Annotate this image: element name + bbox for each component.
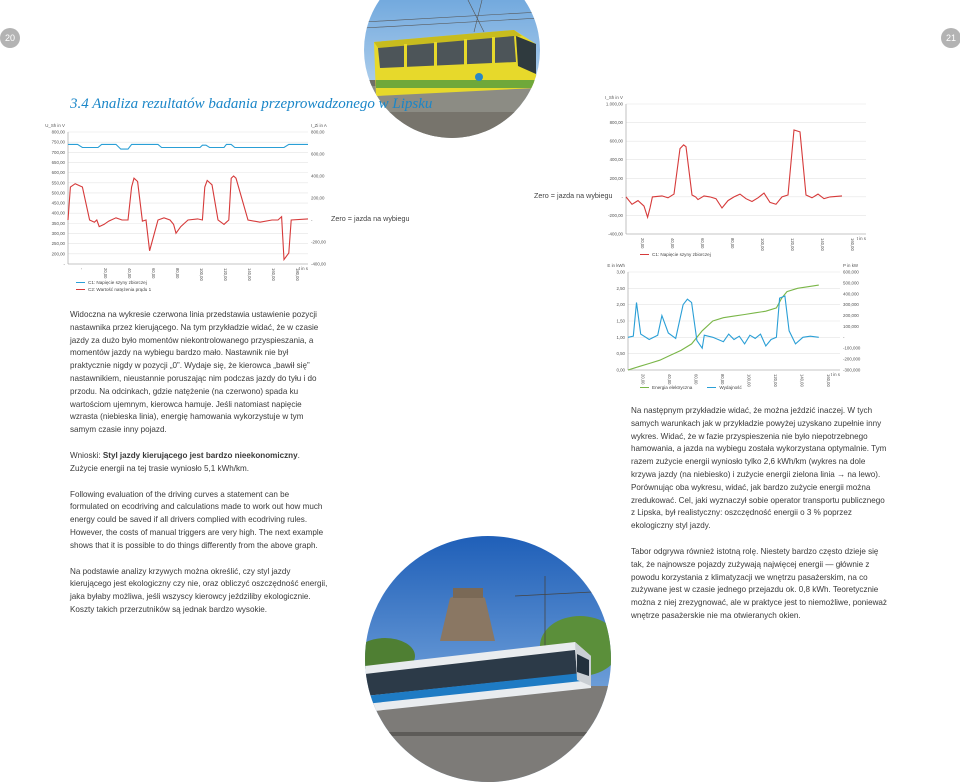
y-tick-label: 1,00: [616, 334, 625, 340]
x-axis-label: t in s: [830, 372, 840, 377]
left-column-text: [70, 309, 328, 630]
y-tick-label: 400,00: [609, 157, 623, 163]
y2-tick-label: 400,000: [843, 291, 859, 297]
tram-photo-bottom: [365, 536, 611, 782]
y-tick-label: 650,00: [51, 159, 65, 165]
paragraph: Tabor odgrywa również istotną rolę. Niestety bardzo często dzieje się tak, że najnowsze pojazdy zużywają najwięcej energii — głównie z powodu korzystania z klimatyzacji we wnętrzu pasażerskim, na co zużywane jest w czasie jednego przejazdu ok. 0,8 kWh. Teoretycznie można z niej zrezygnować, ale w praktyce jest to niemożliwe, ponieważ wnętrze pasażerskie nie ma otwieranych okien.: [631, 546, 887, 620]
y2-tick-label: 600,00: [311, 151, 325, 157]
tram-photo-top: [364, 0, 540, 138]
y-tick-label: 2,00: [616, 302, 625, 308]
x-tick-label: 20,00: [103, 268, 108, 279]
x-tick-label: 140,00: [820, 238, 825, 251]
x-tick-label: 100,00: [760, 238, 765, 251]
section-heading: 3.4 Analiza rezultatów badania przeprowadzonego w Lipsku: [70, 96, 433, 112]
y2-tick-label: -300,000: [843, 367, 861, 373]
y-tick-label: 800,00: [609, 120, 623, 126]
y-tick-label: 450,00: [51, 200, 65, 206]
legend-item: [76, 287, 151, 292]
legend-swatch-red: [640, 254, 649, 256]
x-tick-label: 40,00: [670, 238, 675, 249]
energy-consumption: Zużycie energii na tej trasie wyniosło 5,1 kWh/km.: [70, 463, 250, 473]
x-tick-label: 60,00: [693, 374, 699, 385]
x-tick-label: 80,00: [730, 238, 735, 249]
y2-tick-label: 600,000: [843, 269, 859, 275]
x-tick-label: 120,00: [790, 238, 795, 251]
x-tick-label: 40,00: [127, 268, 132, 279]
chart-voltage-current-svg: [40, 124, 340, 284]
y2-axis-label: I_Zi in A: [311, 123, 327, 128]
x-tick-label: 80,00: [719, 374, 725, 385]
y2-tick-label: 200,000: [843, 313, 859, 319]
y-tick-label: 200,00: [51, 251, 65, 257]
y-tick-label: 600,00: [51, 170, 65, 176]
legend-swatch-blue: [707, 387, 716, 389]
y-tick-label: 250,00: [51, 241, 65, 247]
y2-axis-label: P in kW: [843, 263, 859, 268]
y-tick-label: 1.000,00: [605, 101, 623, 107]
chart-voltage-current: [40, 124, 340, 284]
legend-label: C1: Napięcie szyny zbiorczej: [88, 280, 147, 285]
legend-item: [76, 280, 151, 285]
x-tick-label: 80,00: [175, 268, 180, 279]
y-tick-label: -200,00: [608, 212, 623, 218]
y-tick-label: 0,00: [616, 367, 625, 373]
y2-tick-label: -: [311, 217, 313, 223]
y-axis-label: U_Sh in V: [45, 123, 65, 128]
chart-energy-power-svg: [590, 263, 890, 390]
x-tick-label: 40,00: [666, 374, 672, 385]
y-tick-label: 300,00: [51, 231, 65, 237]
series-line-1: [68, 144, 308, 149]
x-tick-label: 100,00: [199, 268, 204, 281]
x-tick-label: -: [79, 268, 84, 270]
y-tick-label: 600,00: [609, 138, 623, 144]
x-tick-label: 140,00: [247, 268, 252, 281]
y-tick-label: 700,00: [51, 149, 65, 155]
x-tick-label: 140,00: [799, 374, 805, 387]
chart1-legend: [76, 280, 151, 294]
paragraph-english: Following evaluation of the driving curves a statement can be formulated on ecodriving and calculations made to work out how much energy could be saved if all drivers complied with ecodriving rules. However, the costs of manual triggers are very high. The next example shows that it is possible to do things differently from the above graph.: [70, 489, 324, 550]
y-tick-label: -: [621, 194, 623, 200]
y2-tick-label: 200,00: [311, 195, 325, 201]
y-tick-label: 800,00: [51, 129, 65, 135]
legend-label: C1: Napięcie szyny zbiorczej: [652, 252, 711, 257]
right-column-text: [631, 405, 890, 636]
paragraph: Na następnym przykładzie widać, że można jeździć inaczej. W tych samych warunkach jak w przykładzie powyżej uzyskano zupełnie inny wykres. Widać, że w fazie przyspieszenia nie było niepotrzebnego hamowania, a jazda na wybiegu została wykorzystana optymalnie. Tym razem zużycie energii wyniosło tylko 2,6 kWh/km (wykres na dole krzywa jazdy (na niebiesko) i zużycie energii zielona linia → na lewo). Porównując oba wykresu, widać, jak bardzo zużycie energii można zredukować. Cel, jaki wyznaczył sobie operator transportu publicznego z Lipska, był realistyczny: oszczędność energii o 3 % poprzez ekologiczny styl jazdy.: [631, 406, 887, 531]
chart1-annotation: Zero = jazda na wybiegu: [331, 214, 410, 223]
y2-tick-label: 400,00: [311, 173, 325, 179]
series-line-2: [628, 296, 819, 348]
x-tick-label: 20,00: [640, 374, 646, 385]
y-tick-label: 1,50: [616, 318, 625, 324]
y2-tick-label: -400,00: [311, 261, 326, 267]
legend-swatch-green: [640, 387, 649, 389]
chart-energy-power: [590, 263, 890, 390]
x-tick-label: 100,00: [746, 374, 752, 387]
x-tick-label: 60,00: [700, 238, 705, 249]
y-axis-label: E in kWh: [607, 263, 625, 268]
x-axis-label: t in s: [298, 266, 308, 271]
x-tick-label: 160,00: [825, 374, 831, 387]
x-tick-label: 120,00: [772, 374, 778, 387]
y2-tick-label: -200,00: [311, 239, 326, 245]
legend-swatch-blue: [76, 282, 85, 284]
chart2-annotation: Zero = jazda na wybiegu: [534, 191, 613, 200]
legend-label: C2: Wartość natężenia prądu 1: [88, 287, 152, 292]
y2-tick-label: 500,000: [843, 280, 859, 286]
y-axis-label: I_Sh in V: [605, 95, 623, 100]
x-tick-label: 160,00: [271, 268, 276, 281]
y2-tick-label: -100,000: [843, 345, 861, 351]
y-tick-label: 350,00: [51, 220, 65, 226]
y2-tick-label: 100,000: [843, 323, 859, 329]
chart-current-right: [590, 95, 890, 251]
y-tick-label: -400,00: [608, 231, 623, 237]
conclusion-bold: Styl jazdy kierującego jest bardzo nieekonomiczny: [102, 450, 298, 460]
x-tick-label: 160,00: [850, 238, 855, 251]
y-tick-label: 2,50: [616, 285, 625, 291]
y-tick-label: -: [63, 261, 65, 267]
y2-tick-label: -: [843, 334, 845, 340]
y2-tick-label: 300,000: [843, 302, 859, 308]
chart-current-right-svg: [590, 95, 890, 251]
y2-tick-label: 800,00: [311, 129, 325, 135]
paragraph-conclusions: [70, 450, 328, 476]
y-tick-label: 400,00: [51, 210, 65, 216]
x-tick-label: 180,00: [295, 268, 300, 281]
y-tick-label: 500,00: [51, 190, 65, 196]
legend-label: Energia elektryczna: [652, 385, 693, 390]
series-line-1: [628, 285, 819, 370]
conclusion-end: .: [297, 450, 300, 460]
y-tick-label: 750,00: [51, 139, 65, 145]
x-tick-label: 120,00: [223, 268, 228, 281]
conclusion-prefix: Wnioski:: [70, 450, 103, 460]
page-number-right: 21: [941, 28, 960, 48]
legend-item: [640, 385, 742, 390]
y-tick-label: 0,50: [616, 351, 625, 357]
series-line-1: [626, 130, 842, 217]
legend-label: Wydajność: [719, 385, 742, 390]
chart3-legend: [640, 385, 742, 392]
paragraph: Na podstawie analizy krzywych można określić, czy styl jazdy kierującego jest ekologiczny czy nie, oraz obliczyć oszczędność energii, jaka byłaby możliwa, jeśli wszyscy kierowcy jeździliby ekologicznie. Koszty takich przerzutników są jednak bardzo wysokie.: [70, 566, 328, 614]
x-axis-label: t in s: [856, 236, 866, 241]
x-tick-label: 60,00: [151, 268, 156, 279]
x-tick-label: 20,00: [640, 238, 645, 249]
paragraph: Widoczna na wykresie czerwona linia przedstawia ustawienie pozycji nastawnika przez kierującego. Na tym przykładzie widać, że w czasie jazdy za dużo było momentów niekontrolowanego przyspieszania, a momentów jazdy na wybiegu bardzo mało. Nastawnik nie był praktycznie nigdy w pozycji „0”. Wydaje się, że kierowca „bawił się” nastawnikiem, nieustannie poruszając nim podczas jazdy do tyłu i do przodu. Na odcinkach, gdzie natężenie (na czerwono) spada ku wartościom ujemnym, kierowca hamuje. Jeśli natomiast napięcie wzrasta (niebieska linia), energię hamowania wykorzystuje w tym samym czasie inny pojazd.: [70, 310, 319, 435]
y-tick-label: 3,00: [616, 269, 625, 275]
y-tick-label: 200,00: [609, 175, 623, 181]
legend-swatch-red: [76, 289, 85, 291]
page-number-left: 20: [0, 28, 20, 48]
y-tick-label: 550,00: [51, 180, 65, 186]
y2-tick-label: -200,000: [843, 356, 861, 362]
series-line-2: [68, 176, 308, 260]
chart2-legend: [640, 252, 711, 259]
legend-item: [640, 252, 711, 257]
